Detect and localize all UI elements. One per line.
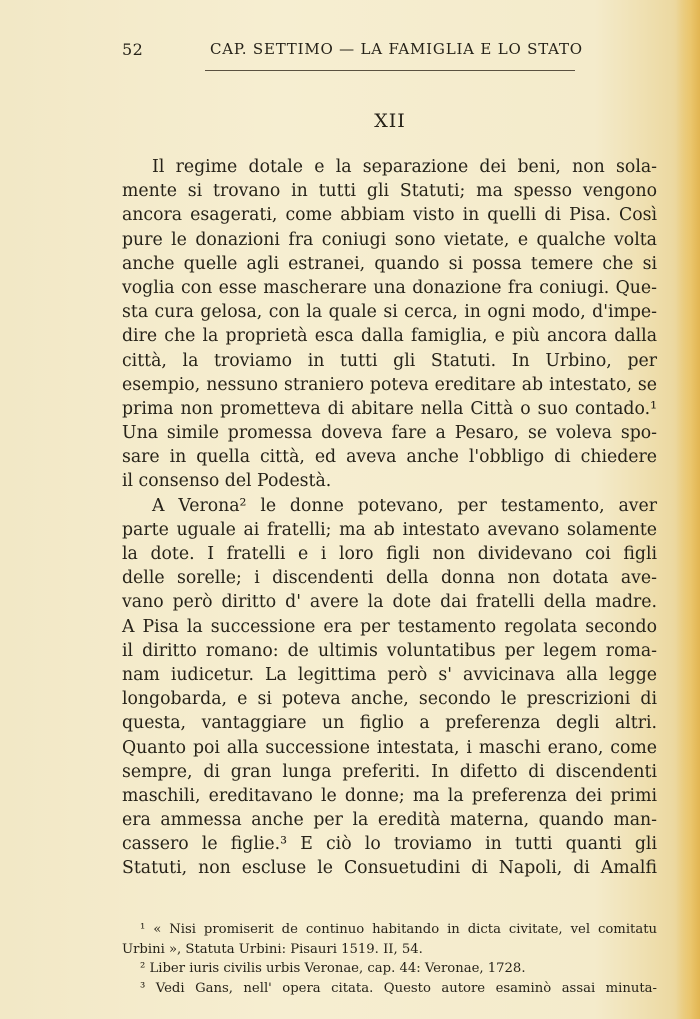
footnote-line: ¹ « Nisi promiserit de continuo habitando in dicta civitate, vel comitatu	[140, 922, 657, 937]
header-rule	[205, 70, 575, 71]
body-line: delle sorelle; i discendenti della donna non dotata ave-	[122, 568, 657, 589]
body-line: sta cura gelosa, con la quale si cerca, in ogni modo, d'impe-	[122, 302, 657, 323]
body-line: parte uguale ai fratelli; ma ab intestato avevano solamente	[122, 519, 657, 540]
section-number: XII	[374, 110, 406, 132]
body-line: nam iudicetur. La legittima però s' avvicinava alla legge	[122, 664, 657, 685]
body-line: vano però diritto d' avere la dote dai fratelli della madre.	[122, 592, 657, 613]
body-line: la dote. I fratelli e i loro figli non dividevano coi figli	[122, 544, 657, 564]
body-line: maschili, ereditavano le donne; ma la preferenza dei primi	[122, 785, 657, 806]
body-line: A Verona² le donne potevano, per testamento, aver	[152, 495, 657, 516]
body-line: era ammessa anche per la eredità materna, quando man-	[122, 810, 657, 831]
body-text	[122, 155, 657, 881]
page-edge-shading	[676, 0, 700, 1019]
body-line: Quanto poi alla successione intestata, i maschi erano, come	[122, 737, 657, 758]
body-line: voglia con esse mascherare una donazione fra coniugi. Que-	[122, 277, 657, 298]
body-line: Una simile promessa doveva fare a Pesaro, se voleva spo-	[122, 423, 657, 444]
body-line: il consenso del Podestà.	[122, 471, 332, 492]
footnote-line: Urbini », Statuta Urbini: Pisauri 1519. II, 54.	[122, 941, 423, 957]
footnote-line: ³ Vedi Gans, nell' opera citata. Questo autore esaminò assai minuta-	[140, 980, 657, 996]
running-head: CAP. SETTIMO — LA FAMIGLIA E LO STATO	[210, 40, 583, 58]
body-line: ancora esagerati, come abbiam visto in quelli di Pisa. Così	[122, 205, 657, 226]
body-line: cassero le figlie.³ E ciò lo troviamo in tutti quanti gli	[122, 834, 657, 855]
footnotes	[122, 920, 657, 998]
page-number: 52	[122, 40, 144, 59]
body-line: sempre, di gran lunga preferiti. In difetto di discendenti	[122, 761, 657, 782]
body-line: anche quelle agli estranei, quando si possa temere che si	[122, 253, 657, 274]
body-line: il diritto romano: de ultimis voluntatibus per legem roma-	[122, 640, 657, 661]
body-line: Statuti, non escluse le Consuetudini di Napoli, di Amalfi	[122, 858, 657, 879]
body-line: prima non prometteva di abitare nella Città o suo contado.¹	[122, 398, 657, 419]
page-header	[122, 40, 657, 64]
body-line: A Pisa la successione era per testamento regolata secondo	[122, 616, 657, 637]
body-line: città, la troviamo in tutti gli Statuti. In Urbino, per	[122, 350, 657, 371]
body-line: longobarda, e si poteva anche, secondo le prescrizioni di	[122, 689, 657, 710]
body-line: mente si trovano in tutti gli Statuti; ma spesso vengono	[122, 181, 657, 202]
body-line: sare in quella città, ed aveva anche l'obbligo di chiedere	[122, 447, 657, 468]
body-line: pure le donazioni fra coniugi sono vietate, e qualche volta	[122, 229, 657, 250]
body-line: questa, vantaggiare un figlio a preferenza degli altri.	[122, 713, 657, 734]
body-line: dire che la proprietà esca dalla famiglia, e più ancora dalla	[122, 326, 657, 347]
body-line: esempio, nessuno straniero poteva ereditare ab intestato, se	[122, 374, 657, 395]
footnote-line: ² Liber iuris civilis urbis Veronae, cap. 44: Veronae, 1728.	[140, 961, 526, 977]
body-line: Il regime dotale e la separazione dei beni, non sola-	[152, 157, 657, 177]
